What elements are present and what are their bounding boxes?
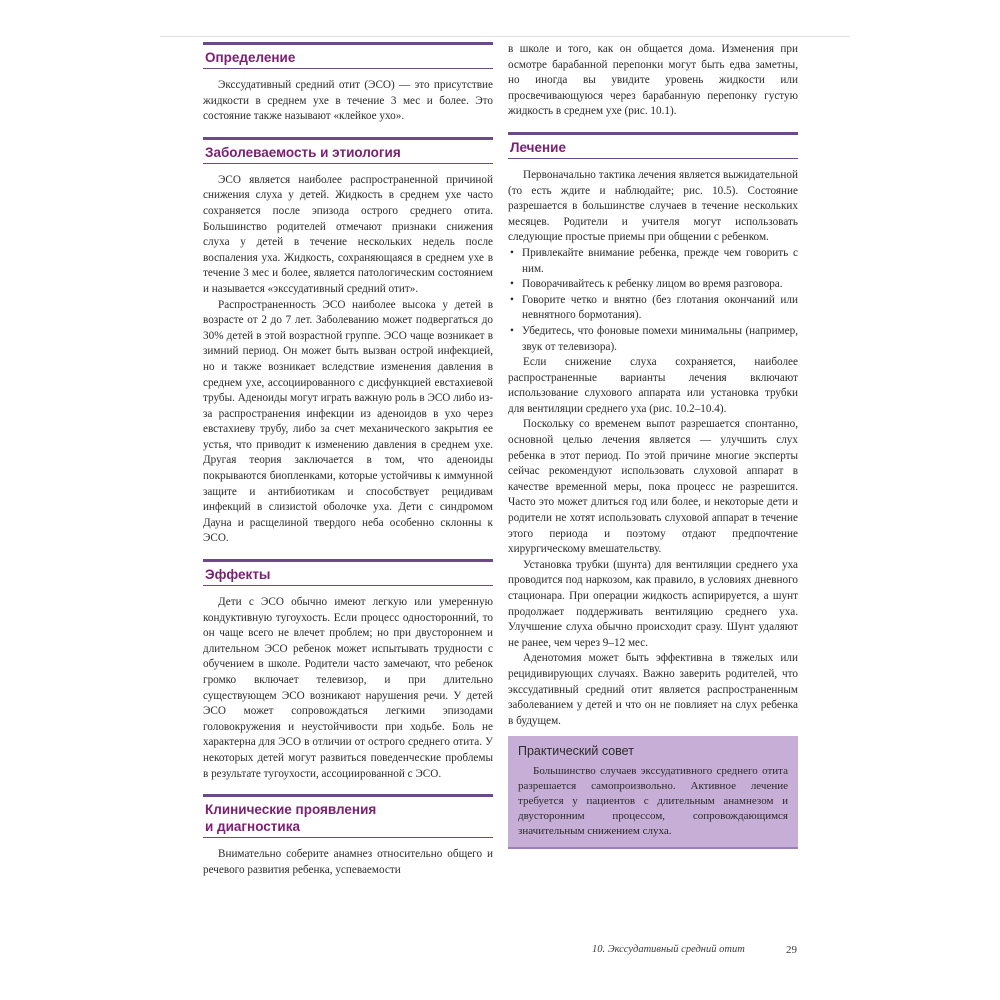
- list-item: [510, 246, 798, 277]
- top-rule: [160, 36, 850, 37]
- bullet-icon: •: [510, 293, 514, 306]
- running-footer: 10. Экссудативный средний отит: [592, 944, 745, 955]
- list-item: [510, 293, 798, 324]
- list-item: [510, 277, 798, 293]
- list-item-text: Убедитесь, что фоновые помехи минимальны (например, звук от телевизора).: [522, 324, 798, 353]
- practical-tip-title: Практический совет: [518, 744, 634, 759]
- left-column: [203, 42, 493, 878]
- heading-clinical-line1: Клинические проявления: [205, 802, 377, 818]
- clinical-paragraph-continued: в школе и того, как он общается дома. Изменения при осмотре барабанной перепонки могут быть едва заметны, но иногда вы увидите уровень жидкости или просвечивающуюся через барабанную перепонку густую жидкость в среднем ухе (рис. 10.1).: [508, 43, 798, 118]
- treatment-paragraph-3: Поскольку со временем выпот разрешается спонтанно, основной целью лечения является — улучшить слух ребенка в этот период. По этой причине многие эксперты сейчас рекомендуют использовать слуховой аппарат в качестве временной меры, пока процесс не разрешится. Часто это может длиться год или более, и некоторые дети и родители не хотят использовать слуховой аппарат в течение этого периода и поэтому отдают предпочтение хирургическому вмешательству.: [508, 418, 798, 556]
- practical-tip-box: [508, 736, 798, 849]
- etiology-paragraph-1: ЭСО является наиболее распространенной причиной снижения слуха у детей. Жидкость в среднем ухе часто сохраняется после эпизода острого среднего отита. Большинство родителей отмечают признаки снижения слуха у детей в течение нескольких недель после воспаления уха. Жидкость, сохраняющаяся в среднем ухе в течение 3 мес и более, является патологическим состоянием и называется «экссудативный средний отит».: [203, 173, 493, 295]
- practical-tip-text: Большинство случаев экссудативного среднего отита разрешается самопроизвольно. Активное лечение требуется у пациентов с длительным анамнезом и двусторонним процессом, сопровождающимся значительным снижением слуха.: [518, 765, 788, 838]
- bullet-icon: •: [510, 246, 514, 259]
- page-number: 29: [786, 944, 797, 956]
- treatment-paragraph-5: Аденотомия может быть эффективна в тяжелых или рецидивирующих случаях. Важно заверить родителей, что экссудативный средний отит является распространенным заболеванием у детей и что он не повлияет на слух ребенка в будущем.: [508, 652, 798, 727]
- etiology-paragraph-2: Распространенность ЭСО наиболее высока у детей в возрасте от 2 до 7 лет. Заболеванию может подвергаться до 30% детей в этой возрастной группе. ЭСО чаще возникает в зимний период. Он может быть вызван острой инфекцией, но и также возникает вследствие изменения давления в среднем ухе, ассоциированного с дисфункцией евстахиевой трубы. Аденоиды могут играть важную роль в ЭСО либо из-за распространения инфекции из аденоидов в ухо через евстахиеву трубу, либо за счет механического закрытия ее устья, что приводит к изменению давления в среднем ухе. Другая теория заключается в том, что аденоиды покрываются биопленками, которые устойчивы к иммунной защите и антибиотикам и способствует рецидивам инфекций в слизистой оболочке уха. Дети с синдромом Дауна и расщелиной твердого неба особенно склонны к ЭСО.: [203, 298, 493, 545]
- clinical-paragraph: Внимательно соберите анамнез относительно общего и речевого развития ребенка, успеваемости: [203, 848, 493, 876]
- definition-paragraph: Экссудативный средний отит (ЭСО) — это присутствие жидкости в среднем ухе в течение 3 мес и более. Это состояние также называют «клейкое ухо».: [203, 79, 493, 123]
- treatment-bullet-list: [508, 246, 798, 355]
- heading-clinical: [203, 794, 493, 838]
- heading-etiology: Заболеваемость и этиология: [203, 137, 493, 164]
- bullet-icon: •: [510, 324, 514, 337]
- right-column: [508, 42, 798, 849]
- list-item-text: Говорите четко и внятно (без глотания окончаний или невнятного бормотания).: [522, 293, 798, 322]
- heading-treatment: Лечение: [508, 132, 798, 159]
- treatment-paragraph-4: Установка трубки (шунта) для вентиляции среднего уха проводится под наркозом, как правило, в условиях дневного стационара. При операции жидкость аспирируется, а шунт продолжает поддерживать вентиляцию среднего уха. Улучшение слуха обычно происходит сразу. Шунт удаляют не ранее, чем через 9–12 мес.: [508, 558, 798, 649]
- list-item-text: Поворачивайтесь к ребенку лицом во время разговора.: [522, 278, 783, 291]
- list-item: [510, 324, 798, 355]
- effects-paragraph: Дети с ЭСО обычно имеют легкую или умеренную кондуктивную тугоухость. Если процесс односторонний, то он чаще всего не влечет проблем; но при двустороннем и длительном ЭСО ребенок может испытывать трудности с обучением в школе. Родители часто замечают, что ребенок громко включает телевизор, и при длительно существующем ЭСО возникают нарушения речи. У детей ЭСО может сопровождаться легкими эпизодами головокружения и неустойчивости при ходьбе. Боль не характерна для ЭСО в отличии от острого среднего отита. У некоторых детей могут развиться поведенческие проблемы в результате тугоухости, ассоциированной с ЭСО.: [203, 596, 493, 780]
- heading-effects: Эффекты: [203, 559, 493, 586]
- treatment-paragraph-2: Если снижение слуха сохраняется, наиболее распространенные варианты лечения включают использование слухового аппарата или установка трубки для вентиляции среднего уха (рис. 10.2–10.4).: [508, 356, 798, 415]
- heading-clinical-line2: и диагностика: [205, 819, 300, 835]
- heading-definition: Определение: [203, 42, 493, 69]
- list-item-text: Привлекайте внимание ребенка, прежде чем говорить с ним.: [522, 246, 798, 275]
- bullet-icon: •: [510, 278, 514, 291]
- treatment-paragraph-1: Первоначально тактика лечения является выжидательной (то есть ждите и наблюдайте; рис. 10.5). Состояние разрешается в большинстве случаев в течение нескольких месяцев. Родители и учителя могут использовать следующие простые приемы при общении с ребенком.: [508, 168, 798, 244]
